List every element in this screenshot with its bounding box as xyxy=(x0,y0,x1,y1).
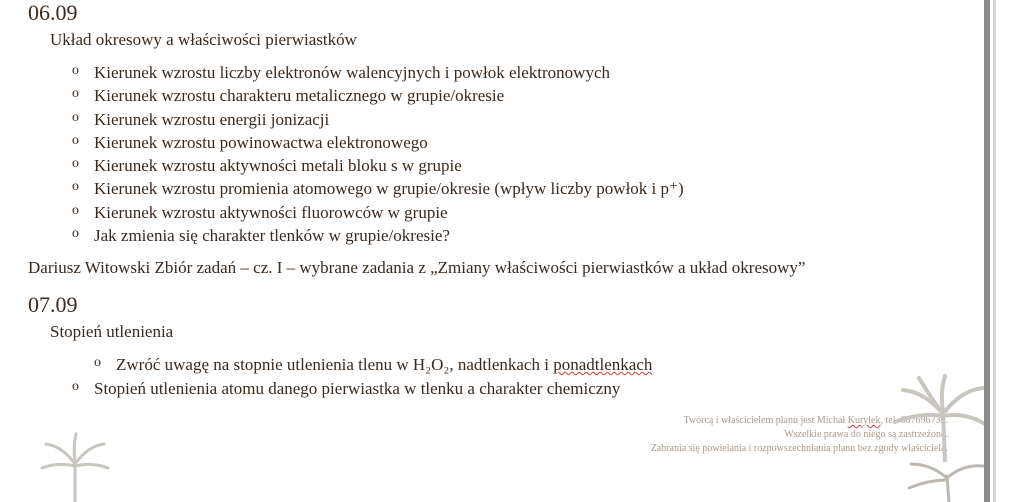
bullet-icon: o xyxy=(72,63,79,78)
bullet-icon: o xyxy=(72,156,79,172)
list-item: o Kierunek wzrostu promienia atomowego w grupie/okresie (wpływ liczby powłok i p⁺) xyxy=(72,179,684,199)
spellcheck-underlined-word: ponadtlenkach xyxy=(553,355,653,374)
footer-line-1: Twórcą i właścicielem planu jest Michał Kuryłek, tel. 607696735. xyxy=(683,415,948,426)
list-item: o Jak zmienia się charakter tlenków w grupie/okresie? xyxy=(72,226,450,246)
bullet-list-2 xyxy=(94,355,652,378)
bullet-icon: o xyxy=(72,109,79,125)
list-item: o Zwróć uwagę na stopnie utlenienia tlenu w H₂O₂, nadtlenkach i ponadtlenkach xyxy=(94,355,653,374)
bullet-list-1 xyxy=(72,63,684,249)
reference-text: Dariusz Witowski Zbiór zadań – cz. I – wybrane zadania z „Zmiany właściwości pierwiastków a układ okresowy” xyxy=(28,258,806,277)
page-edge-shadow xyxy=(993,0,996,502)
list-item: o Kierunek wzrostu energii jonizacji xyxy=(72,109,330,129)
bullet-icon: o xyxy=(72,132,79,148)
list-item: o Kierunek wzrostu aktywności fluorowców w grupie xyxy=(72,202,448,222)
bullet-icon: o xyxy=(72,202,79,218)
palm-leaf-icon xyxy=(40,432,110,502)
topic-heading-2: Stopień utlenienia xyxy=(50,322,174,341)
footer-line-2: Wszelkie prawa do niego są zastrzeżone. xyxy=(784,429,948,440)
footer-line-3: Zabrania się powielania i rozpowszechniania planu bez zgody właściciela. xyxy=(650,443,948,454)
bullet-list-3 xyxy=(72,379,620,402)
date-heading-1: 06.09 xyxy=(28,0,78,25)
list-item: o Kierunek wzrostu charakteru metalicznego w grupie/okresie xyxy=(72,86,505,106)
bullet-icon: o xyxy=(72,226,79,242)
palm-leaf-icon xyxy=(905,458,985,502)
list-item: o Stopień utlenienia atomu danego pierwiastka w tlenku a charakter chemiczny xyxy=(72,379,621,398)
list-item: o Kierunek wzrostu powinowactwa elektronowego xyxy=(72,132,428,152)
topic-heading-1: Układ okresowy a właściwości pierwiastków xyxy=(50,30,357,49)
date-heading-2: 07.09 xyxy=(28,292,78,317)
page-edge-divider xyxy=(984,0,990,502)
list-item: o Kierunek wzrostu liczby elektronów walencyjnych i powłok elektronowych xyxy=(72,63,610,82)
bullet-icon: o xyxy=(72,86,79,102)
bullet-icon: o xyxy=(72,379,79,394)
palm-leaf-icon xyxy=(885,372,985,462)
list-item: o Kierunek wzrostu aktywności metali bloku s w grupie xyxy=(72,156,462,176)
bullet-icon: o xyxy=(94,355,101,370)
bullet-icon: o xyxy=(72,179,79,195)
